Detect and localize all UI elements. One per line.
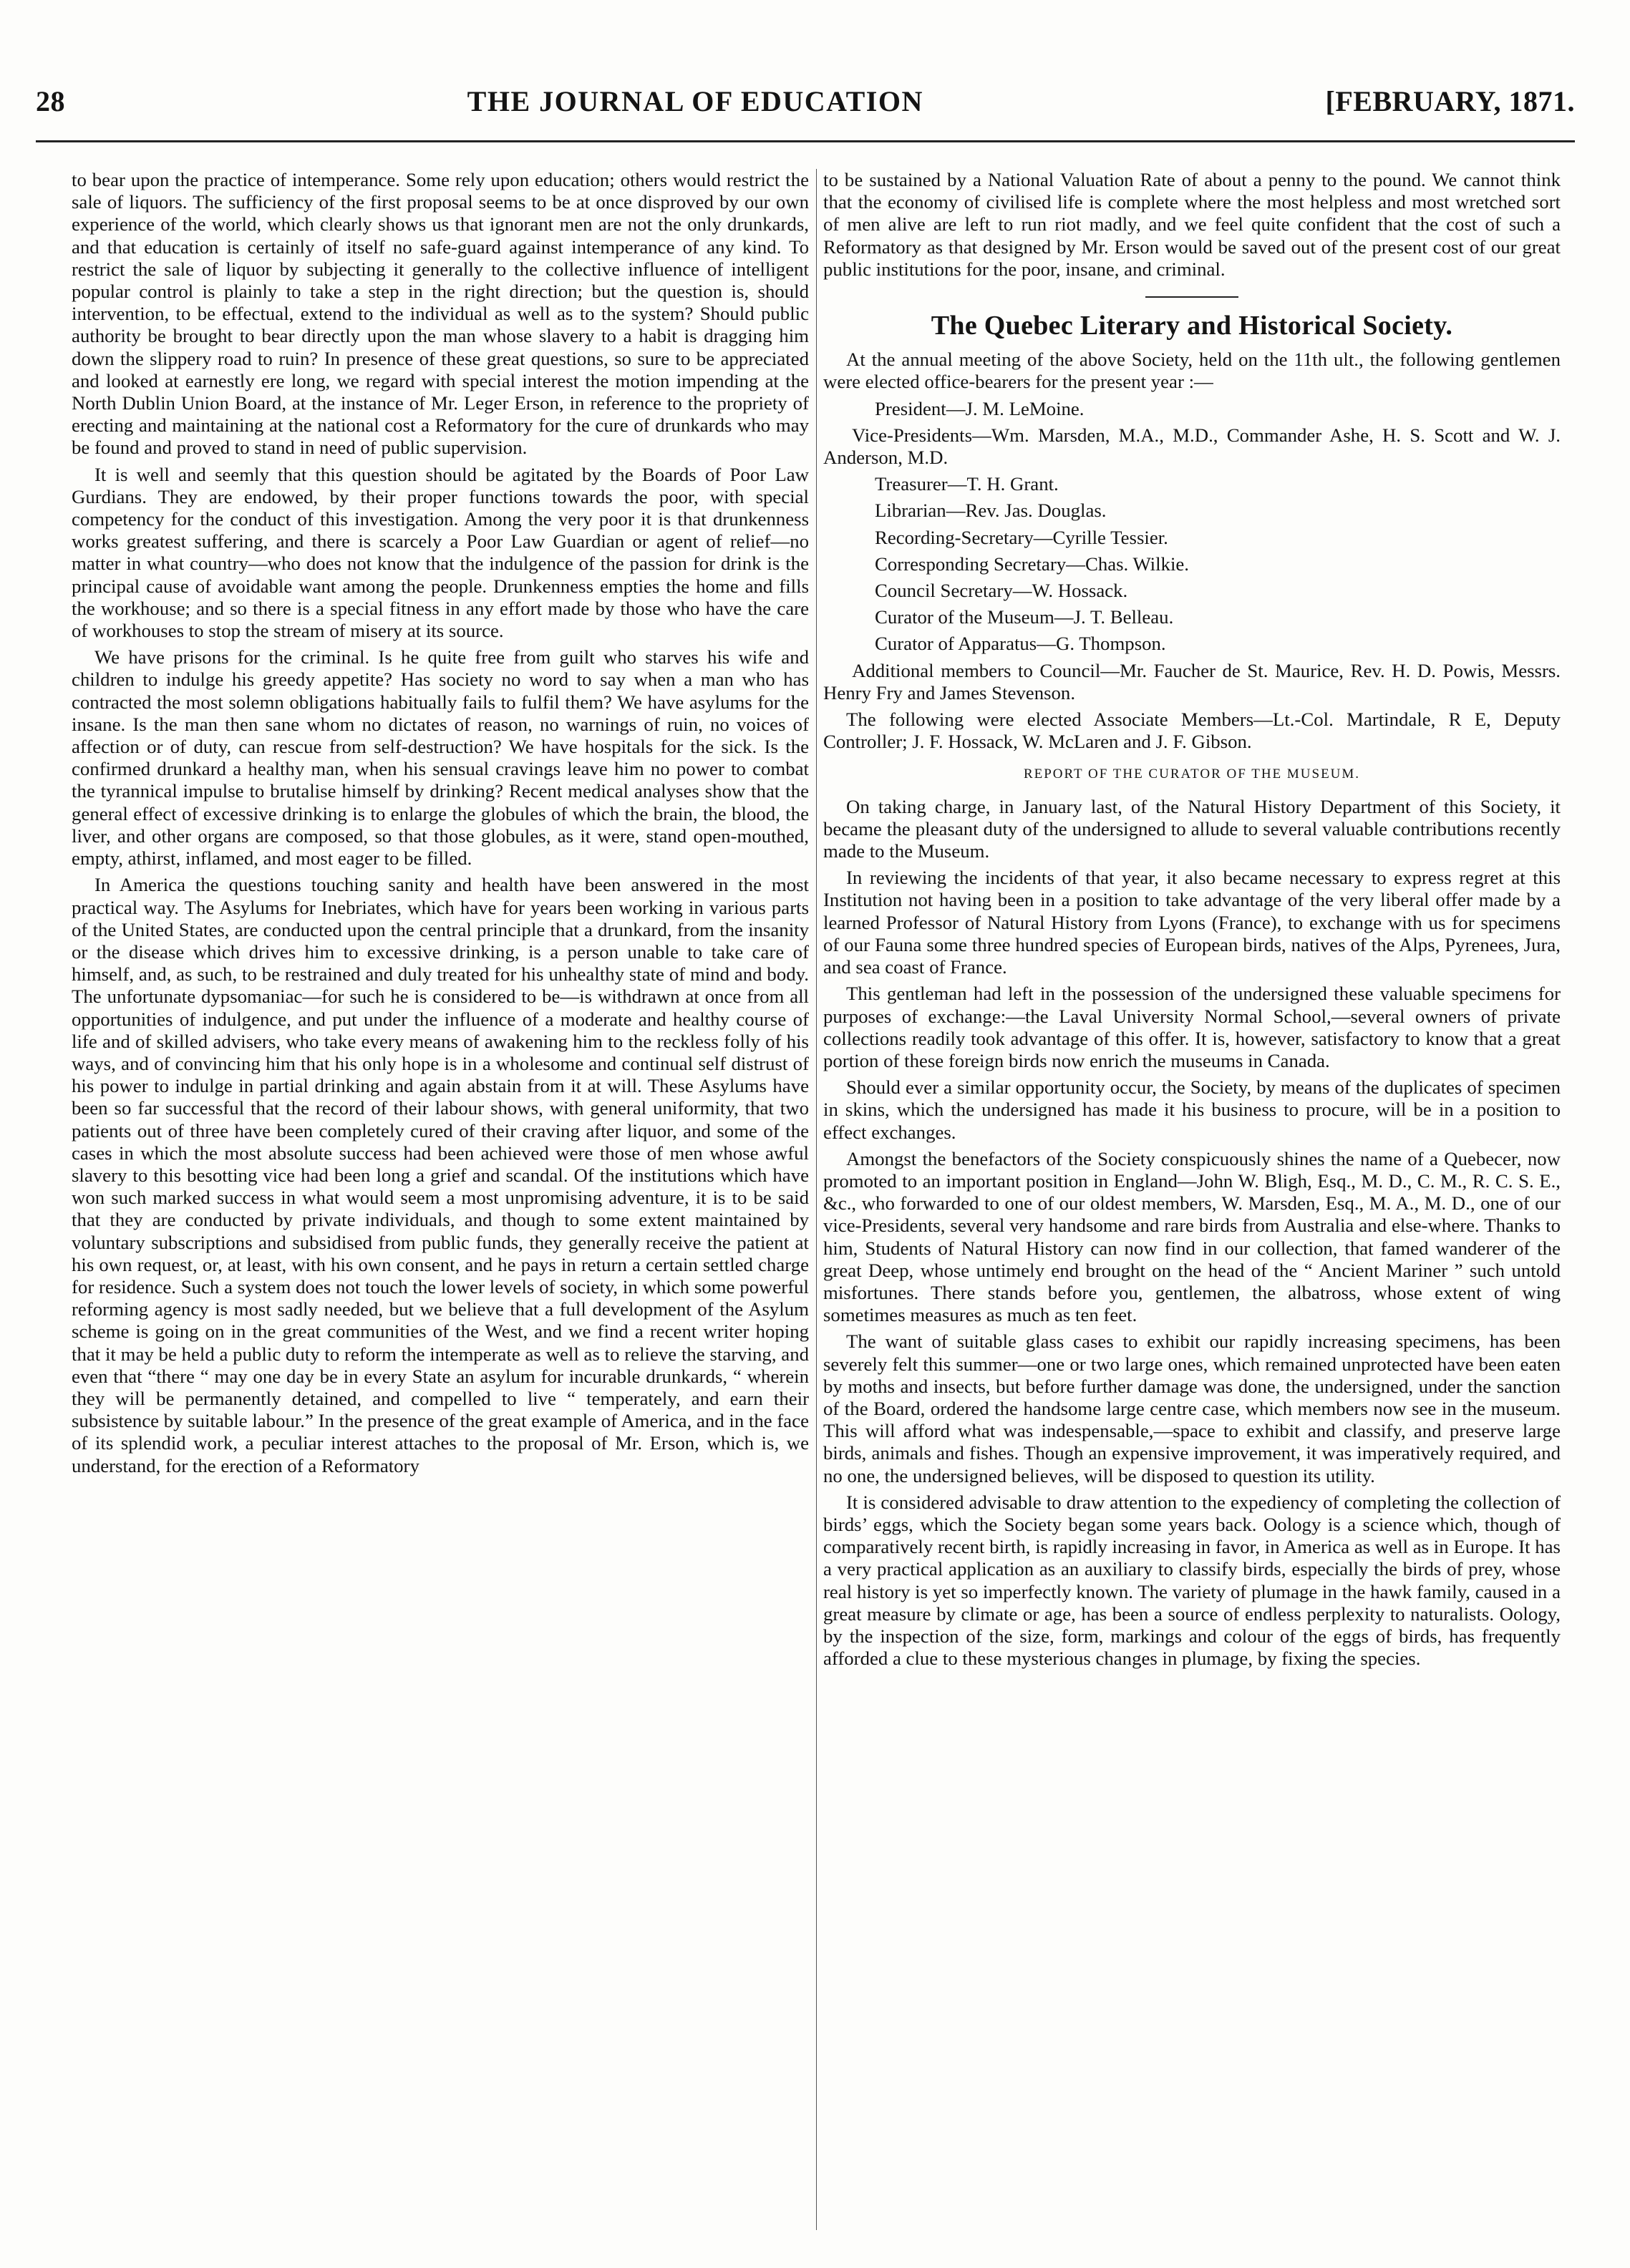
officer-list	[823, 398, 1561, 704]
officer-entry: Recording-Secretary—Cyrille Tessier.	[875, 526, 1168, 548]
report-paragraph: Amongst the benefactors of the Society conspicuously shines the name of a Quebecer, now promoted to an important position in England—John W. Bligh, Esq., M. D., C. M., R. C. S. E., &c., who forwarded to one of our oldest members, W. Marsden, Esq., M. A., M. D., one of our vice-Presidents, several very handsome and rare birds from Australia and else-where. Thanks to him, Students of Natural History can now find in our collection, that famed wanderer of the great Deep, whose untimely end brought on the head of the “ Ancient Mariner ” such untold misfortunes. There stands before you, gentlemen, the albatross, whose extent of wing sometimes measures as much as ten feet.	[823, 1147, 1561, 1326]
report-paragraph: It is considered advisable to draw attention to the expediency of completing the collection of birds’ eggs, which the Society began some years back. Oology is a science which, though of comparatively recent birth, is rapidly increasing in favor, in America as well as in Europe. It has a very practical application as an auxiliary to classify birds, especially the birds of prey, whose real history is yet so imperfectly known. The variety of plumage in the hawk family, caused in a great measure by climate or age, has been a source of endless perplexity to naturalists. Oology, by the inspection of the size, form, markings and colour of the eggs of birds, has frequently afforded a clue to these mysterious changes in plumage, by fixing the species.	[823, 1491, 1561, 1670]
section-title: The Quebec Literary and Historical Society.	[931, 311, 1453, 341]
section-separator	[1145, 296, 1238, 298]
report-paragraph: In reviewing the incidents of that year, it also became necessary to express regret at this Institution not having been in a position to take advantage of the very liberal offer made by a learned Professor of Natural History from Lyons (France), to exchange with us for specimens of our Fauna some three hundred species of European birds, natives of the Alps, Pyrenees, Jura, and sea coast of France.	[823, 867, 1561, 978]
article-paragraph: We have prisons for the criminal. Is he quite free from guilt who starves his wife and children to indulge his greedy appetite? Has society no word to say when a man who has contracted the most solemn obligations habitually fails to fulfil them? We have asylums for the insane. Is the man then sane whom no dictates of reason, no warnings of ruin, no voices of affection or of duty, can rescue from self-destruction? We have hospitals for the sick. Is the confirmed drunkard a healthy man, when his sensual cravings leave him no power to combat the tyrannical impulse to brutalise himself by drinking? Recent medical analyses show that the general effect of excessive drinking is to enlarge the globules of which the brain, the blood, the liver, and other organs are composed, so that those globules, as it were, stand open-mouthed, empty, athirst, inflamed, and most eager to be filled.	[72, 646, 809, 870]
meeting-intro: At the annual meeting of the above Society, held on the 11th ult., the following gentlemen were elected office-bearers for the present year :—	[823, 349, 1561, 393]
officer-entry: Librarian—Rev. Jas. Douglas.	[875, 500, 1107, 522]
officer-entry: Vice-Presidents—Wm. Marsden, M.A., M.D., Commander Ashe, H. S. Scott and W. J. Anderson, M.D.	[823, 424, 1561, 469]
article-paragraph: In America the questions touching sanity and health have been answered in the most practical way. The Asylums for Inebriates, which have for years been working in various parts of the United States, are conducted upon the central principle that a drunkard, from the insanity or the disease which drives him to excessive drinking, is a person unable to take care of himself, and, as such, to be restrained and duly treated for his unhealthy state of mind and body. The unfortunate dypsomaniac—for such he is considered to be—is withdrawn at once from all opportunities of indulgence, and put under the influence of a moderate and healthy course of life and of skilled advisers, who take every means of awakening him to the reckless folly of his ways, and of convincing him that his only hope is in a wholesome and continual self distrust of his power to indulge in partial drinking and again abstain from it at will. These Asylums have been so far successful that the record of their labour shows, with general uniformity, that two patients out of three have been completely cured of their craving after liquor, and some of the cases in which the most absolute success had been achieved were those of men whose awful slavery to this besotting vice had been long a grief and scandal. Of the institutions which have won such marked success in what would seem a most unpromising adventure, it is to be said that they are conducted by private individuals, and though to some extent maintained by voluntary subscriptions and subsidised from public funds, they generally receive the patient at his own request, or, at least, with his own consent, and he pays in return a certain settled charge for residence. Such a system does not touch the lower levels of society, in which some powerful reforming agency is most sadly needed, but we believe that a full development of the Asylum scheme is going on in the great communities of the West, and we find a recent writer hoping that it may be held a public duty to reform the intemperate as well as to relieve the starving, and even that “there “ may one day be in every State an asylum for incurable drunkards, “ wherein they will be permanently detained, and compelled to live “ temperately, and earn their subsistence by suitable labour.” In the presence of the great example of America, and in the face of its splendid work, a peculiar interest attaches to the proposal of Mr. Erson, which is, we understand, for the erection of a Reformatory	[72, 874, 809, 1476]
column-divider	[816, 169, 817, 2230]
officer-entry: President—J. M. LeMoine.	[875, 397, 1085, 419]
header-rule	[36, 140, 1575, 142]
journal-title: THE JOURNAL OF EDUCATION	[467, 85, 923, 117]
article-continuation: to be sustained by a National Valuation Rate of about a penny to the pound. We cannot think that the economy of civilised life is complete where the most helpless and most wretched sort of men alive are left to run riot madly, and we feel quite confident that the cost of such a Reformatory as that designed by Mr. Erson would be saved out of the present cost of our great public institutions for the poor, insane, and criminal.	[823, 169, 1561, 280]
officer-entry: Treasurer—T. H. Grant.	[875, 473, 1059, 495]
report-paragraph: The want of suitable glass cases to exhibit our rapidly increasing specimens, has been severely felt this summer—one or two large ones, which remained unprotected have been eaten by moths and insects, but before further damage was done, the undersigned, under the sanction of the Board, ordered the handsome large centre case, which members now see in the museum. This will afford what was indespensable,—space to exhibit and classify, and preserve large birds, animals and fishes. Though an expensive improvement, it was imperatively required, and no one, the undersigned believes, will be disposed to question its utility.	[823, 1330, 1561, 1486]
officer-entry: Curator of Apparatus—G. Thompson.	[875, 633, 1166, 655]
article-paragraph: to bear upon the practice of intemperance. Some rely upon education; others would restrict the sale of liquors. The sufficiency of the first proposal seems to be at once disproved by our own experience of the world, which clearly shows us that ignorant men are not the only drunkards, and that education is certainly of itself no safe-guard against intemperance of any kind. To restrict the sale of liquor by subjecting it generally to the collective influence of intelligent popular control is plainly to take a step in the right direction; but the question is, should intervention, to be effectual, extend to the individual as well as to the system? Should public authority be brought to bear directly upon the man whose slavery to a habit is dragging him down the slippery road to ruin? In presence of these great questions, so sure to be appreciated and looked at earnestly ere long, we regard with special interest the motion impending at the North Dublin Union Board, at the instance of Mr. Leger Erson, in reference to the propriety of erecting and maintaining at the national cost a Reformatory for the cure of drunkards who may be found and proved to stand in need of public supervision.	[72, 169, 809, 459]
report-paragraph: Should ever a similar opportunity occur, the Society, by means of the duplicates of specimen in skins, which the undersigned has made it his business to procure, will be in a position to effect exchanges.	[823, 1076, 1561, 1143]
page-header	[36, 84, 1575, 135]
report-heading: REPORT OF THE CURATOR OF THE MUSEUM.	[1023, 766, 1361, 782]
report-paragraph: This gentleman had left in the possession of the undersigned these valuable specimens for purposes of exchange:—the Laval University Normal School,—several owners of private collections readily took advantage of this offer. It is, however, satisfactory to know that a great portion of these foreign birds now enrich the museums in Canada.	[823, 983, 1561, 1071]
officer-entry: Curator of the Museum—J. T. Belleau.	[875, 606, 1174, 628]
officer-entry: Corresponding Secretary—Chas. Wilkie.	[875, 553, 1189, 575]
left-column	[72, 169, 809, 2230]
issue-date: [FEBRUARY, 1871.	[1325, 85, 1575, 117]
report-paragraph: On taking charge, in January last, of the Natural History Department of this Society, it became the pleasant duty of the undersigned to allude to several valuable contributions recently made to the Museum.	[823, 795, 1561, 862]
associate-members: The following were elected Associate Members—Lt.-Col. Martindale, R E, Deputy Controller; J. F. Hossack, W. McLaren and J. F. Gibson.	[823, 709, 1561, 753]
officer-entry: Council Secretary—W. Hossack.	[875, 580, 1128, 602]
right-column	[823, 169, 1561, 2230]
article-paragraph: It is well and seemly that this question should be agitated by the Boards of Poor Law Gurdians. They are endowed, by their proper functions towards the poor, with special competency for the conduct of this investigation. Among the very poor it is that drunkenness works greatest suffering, and there is scarcely a Poor Law Guardian or agent of relief—no matter in what country—who does not know that the indulgence of the passion for drink is the principal cause of avoidable want among the people. Drunkenness empties the home and fills the workhouse; and so there is a special fitness in any effort made by those who have the care of workhouses to stop the stream of misery at its source.	[72, 463, 809, 642]
officer-entry: Additional members to Council—Mr. Faucher de St. Maurice, Rev. H. D. Powis, Messrs. Henry Fry and James Stevenson.	[823, 659, 1561, 704]
page-number: 28	[36, 85, 65, 117]
